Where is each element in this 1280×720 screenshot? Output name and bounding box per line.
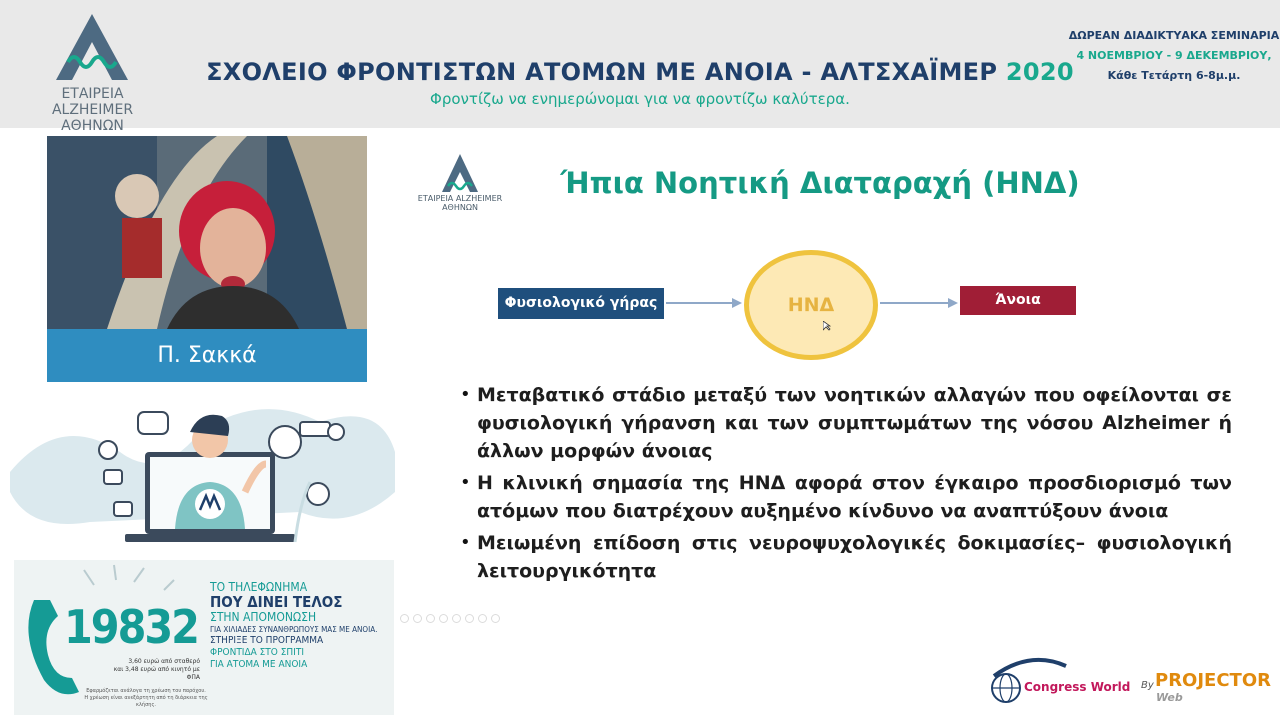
page-title-main: ΣΧΟΛΕΙΟ ΦΡΟΝΤΙΣΤΩΝ ΑΤΟΜΩΝ ΜΕ ΑΝΟΙΑ - ΑΛΤΣΧΑΪΜΕΡ (206, 58, 998, 86)
hotline-footnote-line1: Εφαρμόζεται ανάλογα τη χρέωση του παρόχου. (86, 688, 206, 694)
toolbar-icon[interactable] (465, 614, 474, 623)
diagram-dementia-box: Άνοια (960, 286, 1076, 315)
bullet-marker: • (460, 532, 471, 553)
toolbar-icon[interactable] (413, 614, 422, 623)
toolbar-icon[interactable] (439, 614, 448, 623)
arrow-right-icon (880, 296, 958, 310)
hotline-line: ΣΤΗΡΙΞΕ ΤΟ ΠΡΟΓΡΑΜΜΑ (210, 635, 324, 646)
hotline-line: ΦΡΟΝΤΙΔΑ ΣΤΟ ΣΠΙΤΙ (210, 647, 304, 658)
hotline-line: ΓΙΑ ΑΤΟΜΑ ΜΕ ΑΝΟΙΑ (210, 659, 308, 670)
slide-logo-line2: ΑΘΗΝΩΝ (442, 203, 478, 212)
slide-logo-text (416, 194, 504, 212)
congress-world-label: Congress World (1024, 680, 1131, 694)
bullet-marker: • (460, 472, 471, 493)
projector-web-logo: PROJECTOR (1155, 670, 1271, 691)
page-title (190, 58, 1090, 86)
bullet-marker: • (460, 384, 471, 405)
slide-logo-line1: ΕΤΑΙΡΕΙΑ ALZHEIMER (417, 194, 503, 203)
arrow-right-icon (666, 296, 742, 310)
page-title-year: 2020 (1005, 58, 1074, 86)
seminar-info-dates: 4 ΝΟΕΜΒΡΙΟΥ - 9 ΔΕΚΕΜΒΡΙΟΥ, (1076, 49, 1272, 62)
diagram-normal-aging-box: Φυσιολογικό γήρας (498, 288, 664, 319)
hotline-line: ΣΤΗΝ ΑΠΟΜΟΝΩΣΗ (210, 610, 317, 624)
slide-toolbar[interactable] (400, 614, 516, 626)
toolbar-icon[interactable] (491, 614, 500, 623)
hotline-footnote-line2: Η χρέωση είναι ανεξάρτητη από τη διάρκεια της κλήσης. (84, 695, 208, 708)
bullet-text: Μεταβατικό στάδιο μεταξύ των νοητικών αλλαγών που οφείλονται σε φυσιολογική γήρανση και των συμπτωμάτων της νόσου Alzheimer ή άλλων μορφών άνοιας (477, 384, 1232, 462)
seminar-info (1068, 26, 1280, 86)
toolbar-icon[interactable] (426, 614, 435, 623)
seminar-info-schedule: Κάθε Τετάρτη 6-8μ.μ. (1107, 69, 1241, 82)
hotline-line: ΤΟ ΤΗΛΕΦΩΝΗΜΑ (210, 580, 308, 594)
header-banner (0, 0, 1280, 134)
page-subtitle: Φροντίζω να ενημερώνομαι για να φροντίζω καλύτερα. (430, 90, 850, 108)
bullet-text: Μειωμένη επίδοση στις νευροψυχολογικές δοκιμασίες– φυσιολογική λειτουργικότητα (477, 532, 1232, 582)
projector-by-label: By (1141, 680, 1154, 691)
hotline-line: ΠΟΥ ΔΙΝΕΙ ΤΕΛΟΣ (210, 593, 343, 611)
speaker-video[interactable] (47, 136, 367, 329)
speaker-video-frame (47, 136, 367, 329)
hotline-footnote (76, 688, 216, 709)
mouse-cursor-icon (823, 321, 831, 331)
toolbar-icon[interactable] (478, 614, 487, 623)
hotline-cost (110, 658, 200, 682)
slide-bullet-list (460, 381, 1232, 589)
toolbar-icon[interactable] (452, 614, 461, 623)
projector-web-sub: Web (1156, 691, 1183, 704)
seminar-info-title: ΔΩΡΕΑΝ ΔΙΑΔΙΚΤΥΑΚΑ ΣΕΜΙΝΑΡΙΑ (1068, 29, 1280, 42)
header-logo-text (20, 86, 165, 134)
hotline-banner (14, 560, 394, 715)
list-item (460, 381, 1232, 465)
speaker-name-label: Π. Σακκά (47, 329, 367, 382)
bullet-text: Η κλινική σημασία της ΗΝΔ αφορά στον έγκαιρο προσδιορισμό των ατόμων που διατρέχουν αυξημένο κίνδυνο να αναπτύξουν άνοια (477, 472, 1232, 522)
header-logo-line1: ΕΤΑΙΡΕΙΑ ALZHEIMER (51, 86, 134, 118)
slide-title: Ήπια Νοητική Διαταραχή (ΗΝΔ) (560, 166, 1080, 200)
alzheimer-logo-icon (52, 12, 132, 82)
hotline-number: 19832 (64, 600, 198, 654)
diagram-mci-circle: ΗΝΔ (744, 250, 878, 360)
toolbar-icon[interactable] (400, 614, 409, 623)
hotline-cost-line1: 3,60 ευρώ από σταθερό (128, 658, 200, 665)
list-item (460, 469, 1232, 525)
video-call-illustration (0, 392, 400, 560)
hotline-message (210, 580, 394, 671)
header-logo-line2: ΑΘΗΝΩΝ (61, 118, 124, 134)
list-item (460, 529, 1232, 585)
hotline-line: ΓΙΑ ΧΙΛΙΑΔΕΣ ΣΥΝΑΝΘΡΩΠΟΥΣ ΜΑΣ ΜΕ ΑΝΟΙΑ. (210, 625, 378, 634)
hotline-cost-line2: και 3,48 ευρώ από κινητό με ΦΠΑ (113, 666, 200, 681)
